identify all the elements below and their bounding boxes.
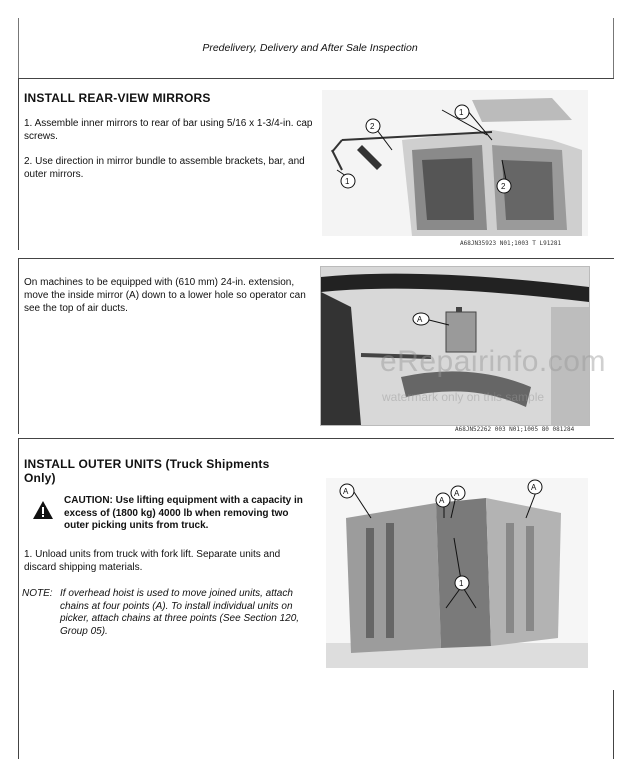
step-1: 1. Assemble inner mirrors to rear of bar using 5/16 x 1-3/4-in. cap screws.: [24, 118, 313, 142]
figure-caption: A68JN52262 003 N01;1005 80 081284: [455, 426, 575, 433]
callout-label: A: [417, 315, 423, 324]
callout-label: A: [454, 489, 460, 498]
callout-label: 2: [370, 122, 375, 131]
watermark: eRepairinfo.com: [380, 345, 606, 378]
callout-label: A: [439, 496, 445, 505]
page-header: Predelivery, Delivery and After Sale Inspection: [202, 42, 418, 54]
note-text: If overhead hoist is used to move joined units, attach chains at four points (A). To install individual units on picker, attach chains at three points (See Section 120, Group 05).: [60, 588, 300, 637]
frame-right-bottom: [613, 690, 614, 759]
callout-label: 1: [459, 108, 464, 117]
step-1: 1. Unload units from truck with fork lift. Separate units and discard shipping materials.: [24, 549, 281, 573]
callout-label: 1: [345, 177, 350, 186]
section-title: INSTALL OUTER UNITS (Truck Shipments Only): [24, 457, 270, 485]
figure-caption: A68JN35923 N01;1003 T L91281: [460, 240, 562, 247]
callout-label: A: [343, 487, 349, 496]
inside-mirror-text: On machines to be equipped with (610 mm) 24-in. extension, move the inside mirror (A) down to a lower hole so operator can see the top of air ducts.: [24, 277, 306, 314]
note-label: NOTE:: [22, 588, 53, 599]
watermark-sub: watermark only on this sample: [382, 390, 545, 404]
step-2: 2. Use direction in mirror bundle to assemble brackets, bar, and outer mirrors.: [24, 156, 305, 180]
frame-left-bottom: [18, 690, 19, 759]
caution-text: CAUTION: Use lifting equipment with a capacity in excess of (1800 kg) 4000 lb when removing two outer picking units from truck.: [64, 495, 303, 531]
callout-label: 1: [459, 579, 464, 588]
section-title: INSTALL REAR-VIEW MIRRORS: [24, 91, 211, 105]
callout-label: A: [531, 483, 537, 492]
callout-label: 2: [501, 182, 506, 191]
